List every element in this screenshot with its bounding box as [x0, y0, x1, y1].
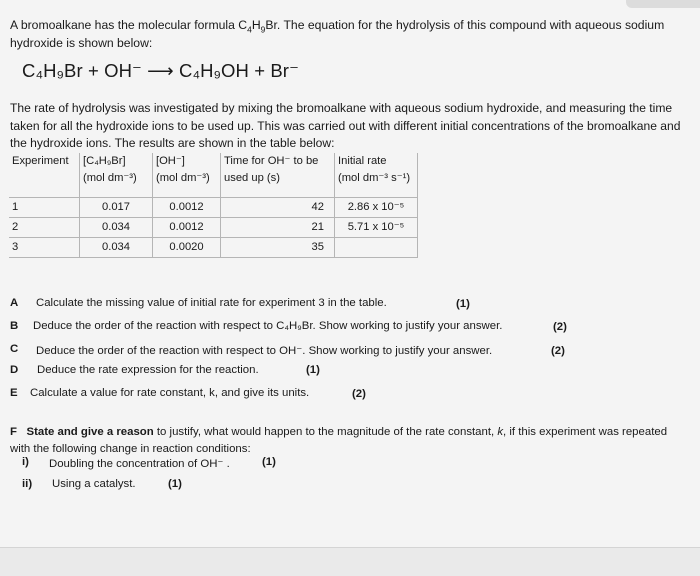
method-paragraph: The rate of hydrolysis was investigated by mixing the bromoalkane with aqueous sodium hydroxide, and measuring the time taken for all the hydroxide ions to be used up. This was carried out with different initial concentrations of the bromoalkane and the hydroxide ions. The results are shown in the table below:	[10, 101, 681, 150]
table-row	[9, 238, 418, 258]
question-f-part-i-mark: (1)	[262, 456, 276, 468]
part-text: Doubling the concentration of OH⁻ .	[49, 458, 230, 470]
header-rate: Initial rate (mol dm⁻³ s⁻¹)	[335, 153, 418, 198]
cell-hydroxide: 0.0020	[153, 238, 221, 258]
question-f-text-2: , if this experiment was repeated with the following change in reaction conditions:	[10, 426, 668, 455]
cell-bromoalkane: 0.034	[80, 218, 153, 238]
question-b-mark: (2)	[553, 321, 567, 333]
cell-rate-missing	[335, 238, 418, 258]
equation-products: C₄H₉OH + Br⁻	[179, 60, 299, 81]
cell-time: 42	[221, 198, 335, 218]
results-table	[9, 153, 418, 258]
question-letter: A	[10, 297, 19, 309]
corner-badge	[626, 0, 700, 8]
answer-input-area[interactable]	[0, 547, 700, 576]
question-a-mark: (1)	[456, 298, 470, 310]
header-bromoalkane: [C₄H₉Br] (mol dm⁻³)	[80, 153, 153, 198]
header-hydroxide: [OH⁻] (mol dm⁻³)	[153, 153, 221, 198]
question-text: Deduce the rate expression for the reaction.	[37, 364, 259, 376]
question-f	[10, 424, 690, 458]
question-f-part-ii	[22, 478, 136, 490]
question-f-text-1: to justify, what would happen to the magnitude of the rate constant,	[153, 426, 498, 438]
question-text: Deduce the order of the reaction with respect to C₄H₉Br. Show working to justify your answer.	[33, 320, 503, 332]
header-time: Time for OH⁻ to be used up (s)	[221, 153, 335, 198]
question-text: Calculate a value for rate constant, k, and give its units.	[30, 387, 310, 399]
part-text: Using a catalyst.	[52, 478, 136, 490]
question-f-part-i	[22, 456, 230, 470]
question-c-mark: (2)	[551, 345, 565, 357]
intro-text: A bromoalkane has the molecular formula $C_4H_9Br$. The equation for the hydrolysis of this compound with aqueous sodium hydroxide is shown below:	[10, 18, 665, 50]
question-f-part-ii-mark: (1)	[168, 478, 182, 490]
rate-constant-symbol: k	[497, 426, 504, 438]
cell-hydroxide: 0.0012	[153, 218, 221, 238]
equation-reactants: C₄H₉Br + OH⁻	[22, 60, 142, 81]
cell-experiment: 1	[9, 198, 80, 218]
equation-arrow: ⟶	[147, 60, 174, 81]
part-number: i)	[22, 456, 29, 468]
question-text: Calculate the missing value of initial rate for experiment 3 in the table.	[36, 297, 387, 309]
cell-time: 35	[221, 238, 335, 258]
cell-bromoalkane: 0.017	[80, 198, 153, 218]
question-letter: F	[10, 426, 17, 438]
cell-time: 21	[221, 218, 335, 238]
question-text: Deduce the order of the reaction with respect to OH⁻. Show working to justify your answer.	[36, 345, 493, 357]
cell-rate: 2.86 x 10⁻⁵	[335, 198, 418, 218]
cell-experiment: 2	[9, 218, 80, 238]
question-f-emphasis: State and give a reason	[26, 426, 154, 438]
header-experiment: Experiment	[9, 153, 80, 198]
cell-hydroxide: 0.0012	[153, 198, 221, 218]
hydrolysis-equation	[22, 60, 299, 82]
cell-rate: 5.71 x 10⁻⁵	[335, 218, 418, 238]
part-number: ii)	[22, 478, 33, 490]
question-d-mark: (1)	[306, 364, 320, 376]
question-e-mark: (2)	[352, 388, 366, 400]
table-header-row	[9, 153, 418, 198]
table-row	[9, 218, 418, 238]
cell-bromoalkane: 0.034	[80, 238, 153, 258]
cell-experiment: 3	[9, 238, 80, 258]
question-letter: B	[10, 320, 19, 332]
question-letter: D	[10, 364, 19, 376]
question-letter: C	[10, 343, 19, 355]
table-row	[9, 198, 418, 218]
question-letter: E	[10, 387, 18, 399]
